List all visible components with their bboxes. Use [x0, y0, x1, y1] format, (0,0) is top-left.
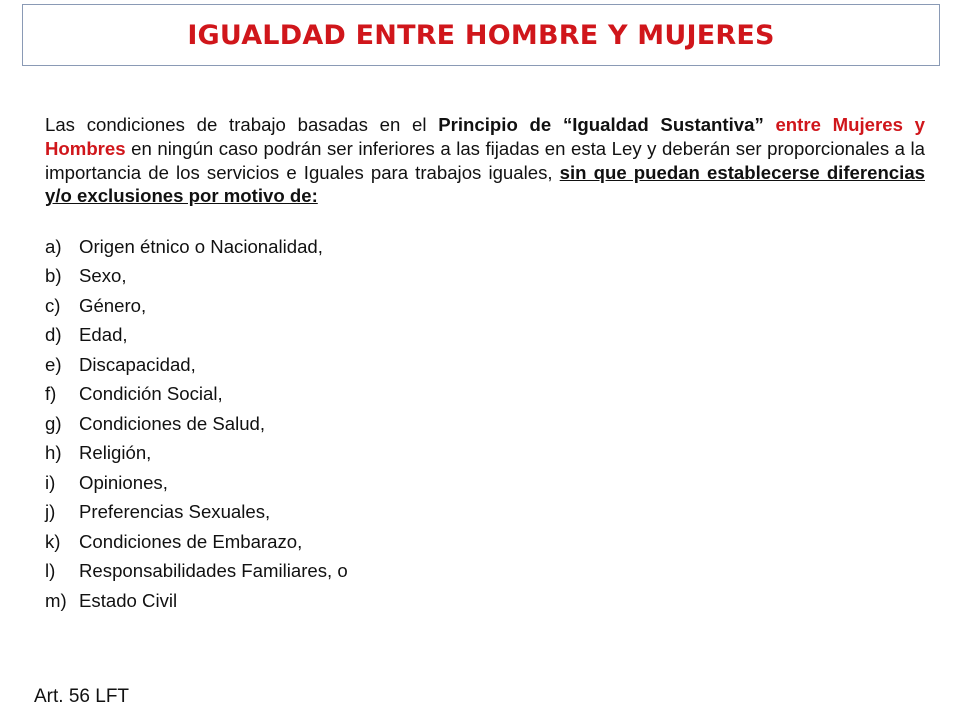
list-item [45, 468, 925, 498]
intro-paragraph [45, 113, 925, 208]
list-marker: b) [45, 265, 62, 287]
list-item [45, 497, 925, 527]
list-item-text: Condición Social, [79, 383, 223, 405]
list-item-text: Condiciones de Embarazo, [79, 530, 303, 552]
list-item-text: Estado Civil [79, 589, 178, 611]
list-marker: i) [45, 471, 56, 493]
list-item [45, 261, 925, 291]
list-item [45, 556, 925, 586]
list-marker: d) [45, 324, 62, 346]
list-marker: k) [45, 530, 61, 552]
list-item-text: Edad, [79, 324, 128, 346]
list-marker: m) [45, 589, 67, 611]
paragraph-principle: Principio de “Igualdad Sustantiva” [438, 114, 776, 135]
list-item-text: Opiniones, [79, 471, 168, 493]
paragraph-part4: en ningún caso podrán ser inferiores a las fijadas en esta Ley y deberán ser proporcionales a la importancia de los servicios e Iguales para trabajos iguales, [45, 137, 925, 183]
list-marker: c) [45, 294, 61, 316]
list-marker: e) [45, 353, 62, 375]
slide-title: IGUALDAD ENTRE HOMBRE Y MUJERES [187, 19, 775, 51]
list-item [45, 320, 925, 350]
list-item [45, 438, 925, 468]
list-item-text: Género, [79, 294, 147, 316]
list-marker: j) [45, 501, 56, 523]
list-item-text: Condiciones de Salud, [79, 412, 266, 434]
list-marker: l) [45, 560, 56, 582]
list-item-text: Sexo, [79, 265, 127, 287]
discrimination-list [45, 232, 925, 616]
list-item [45, 350, 925, 380]
list-item [45, 409, 925, 439]
list-marker: h) [45, 442, 62, 464]
title-box [22, 4, 940, 66]
list-item-text: Responsabilidades Familiares, o [79, 560, 348, 582]
list-item [45, 291, 925, 321]
paragraph-part1: Las condiciones de trabajo basadas en el [45, 114, 439, 135]
article-reference: Art. 56 LFT [34, 686, 130, 707]
paragraph-underlined: sin que puedan establecerse diferencias y/o exclusiones por motivo de: [45, 161, 925, 207]
list-item-text: Religión, [79, 442, 152, 464]
list-item [45, 527, 925, 557]
list-marker: g) [45, 412, 62, 434]
list-item-text: Preferencias Sexuales, [79, 501, 271, 523]
list-item [45, 586, 925, 616]
list-marker: a) [45, 235, 62, 257]
list-marker: f) [45, 383, 57, 405]
list-item [45, 379, 925, 409]
list-item-text: Discapacidad, [79, 353, 196, 375]
paragraph-highlight: entre Mujeres y Hombres [45, 114, 925, 159]
body-text [45, 113, 925, 615]
list-item-text: Origen étnico o Nacionalidad, [79, 235, 323, 257]
list-item [45, 232, 925, 262]
